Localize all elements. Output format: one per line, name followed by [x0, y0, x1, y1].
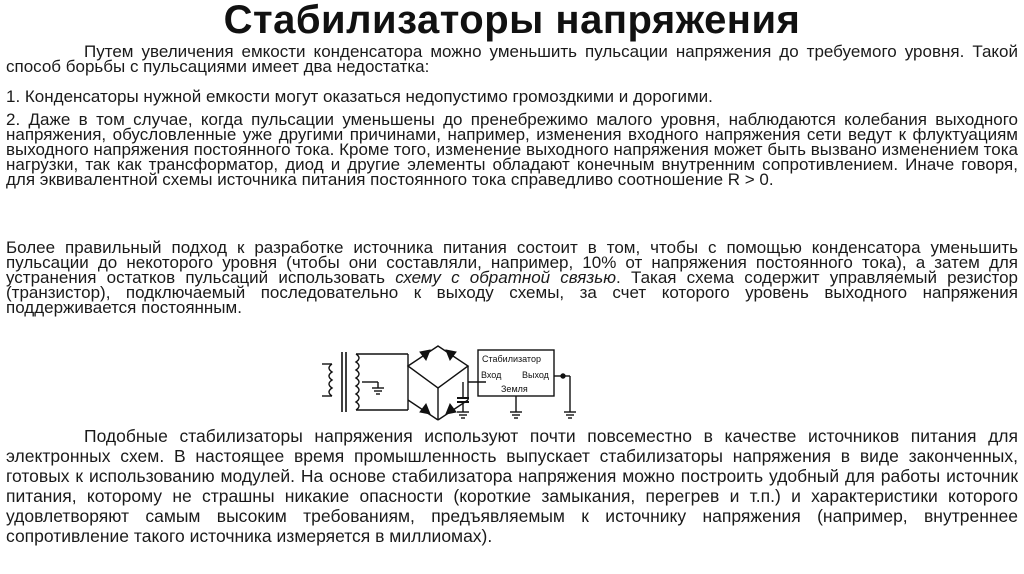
- paragraph-intro-text: Путем увеличения емкости конденсатора можно уменьшить пульсации напряжения до требуемого уровня. Такой способ борьбы с пульсациями имеет два недостатка:: [6, 42, 1018, 76]
- diode-2: [446, 350, 456, 360]
- page-title: Стабилизаторы напряжения: [223, 0, 801, 42]
- paragraph-approach-text-1: Более правильный подход к разработке источника питания состоит в том, чтобы с помощью конденсатора уменьшить пульсации до некоторого уровня (чтобы они составляли, например, 10% от напряжения постоянного тока), а затем для устранения остатков пульсаций использовать: [6, 238, 1018, 287]
- regulator-input-label: Вход: [481, 370, 502, 380]
- transformer-secondary-coil: [356, 354, 359, 410]
- paragraph-conclusion: [6, 426, 1018, 546]
- transformer-primary-coil: [329, 364, 332, 396]
- regulator-circuit-diagram: [318, 336, 578, 428]
- feedback-circuit-term: схему с обратной связью: [395, 268, 617, 287]
- diode-1: [420, 350, 430, 360]
- paragraph-intro: [6, 44, 1018, 74]
- paragraph-drawback-1: 1. Конденсаторы нужной емкости могут оказаться недопустимо громоздкими и дорогими.: [6, 87, 713, 106]
- regulator-output-label: Выход: [522, 370, 549, 380]
- regulator-block-title: Стабилизатор: [482, 354, 541, 364]
- paragraph-approach: [6, 240, 1018, 315]
- paragraph-conclusion-text: Подобные стабилизаторы напряжения используют почти повсеместно в качестве источников питания для электронных схем. В настоящее время промышленность выпускает стабилизаторы напряжения в виде законченных, готовых к использованию модулей. На основе стабилизатора напряжения можно построить удобный для работы источник питания, которому не страшны никакие опасности (короткие замыкания, перегрев и т.п.) и характеристики которого удовлетворяют самым высоким требованиям, предъявляемым к источнику напряжения (например, внутреннее сопротивление такого источника измеряется в миллиомах).: [6, 426, 1018, 546]
- diode-bridge: [408, 346, 468, 388]
- regulator-ground-label: Земля: [501, 384, 528, 394]
- paragraph-drawback-2: 2. Даже в том случае, когда пульсации уменьшены до пренебрежимо малого уровня, наблюдаются колебания выходного напряжения, обусловленные уже другими причинами, например, изменения входного напряжения сети ведут к флуктуациям выходного напряжения постоянного тока. Кроме того, изменение выходного напряжения может быть вызвано изменением тока нагрузки, так как трансформатор, диод и другие элементы обладают конечным внутренним сопротивлением. Иначе говоря, для эквивалентной схемы источника питания постоянного тока справедливо соотношение R > 0.: [6, 110, 1018, 189]
- paragraph-approach-text-2: . Такая схема содержит управляемый резистор (транзистор), подключаемый последовательно к выходу схемы, за счет которого уровень выходного напряжения поддерживается постоянным.: [6, 268, 1018, 317]
